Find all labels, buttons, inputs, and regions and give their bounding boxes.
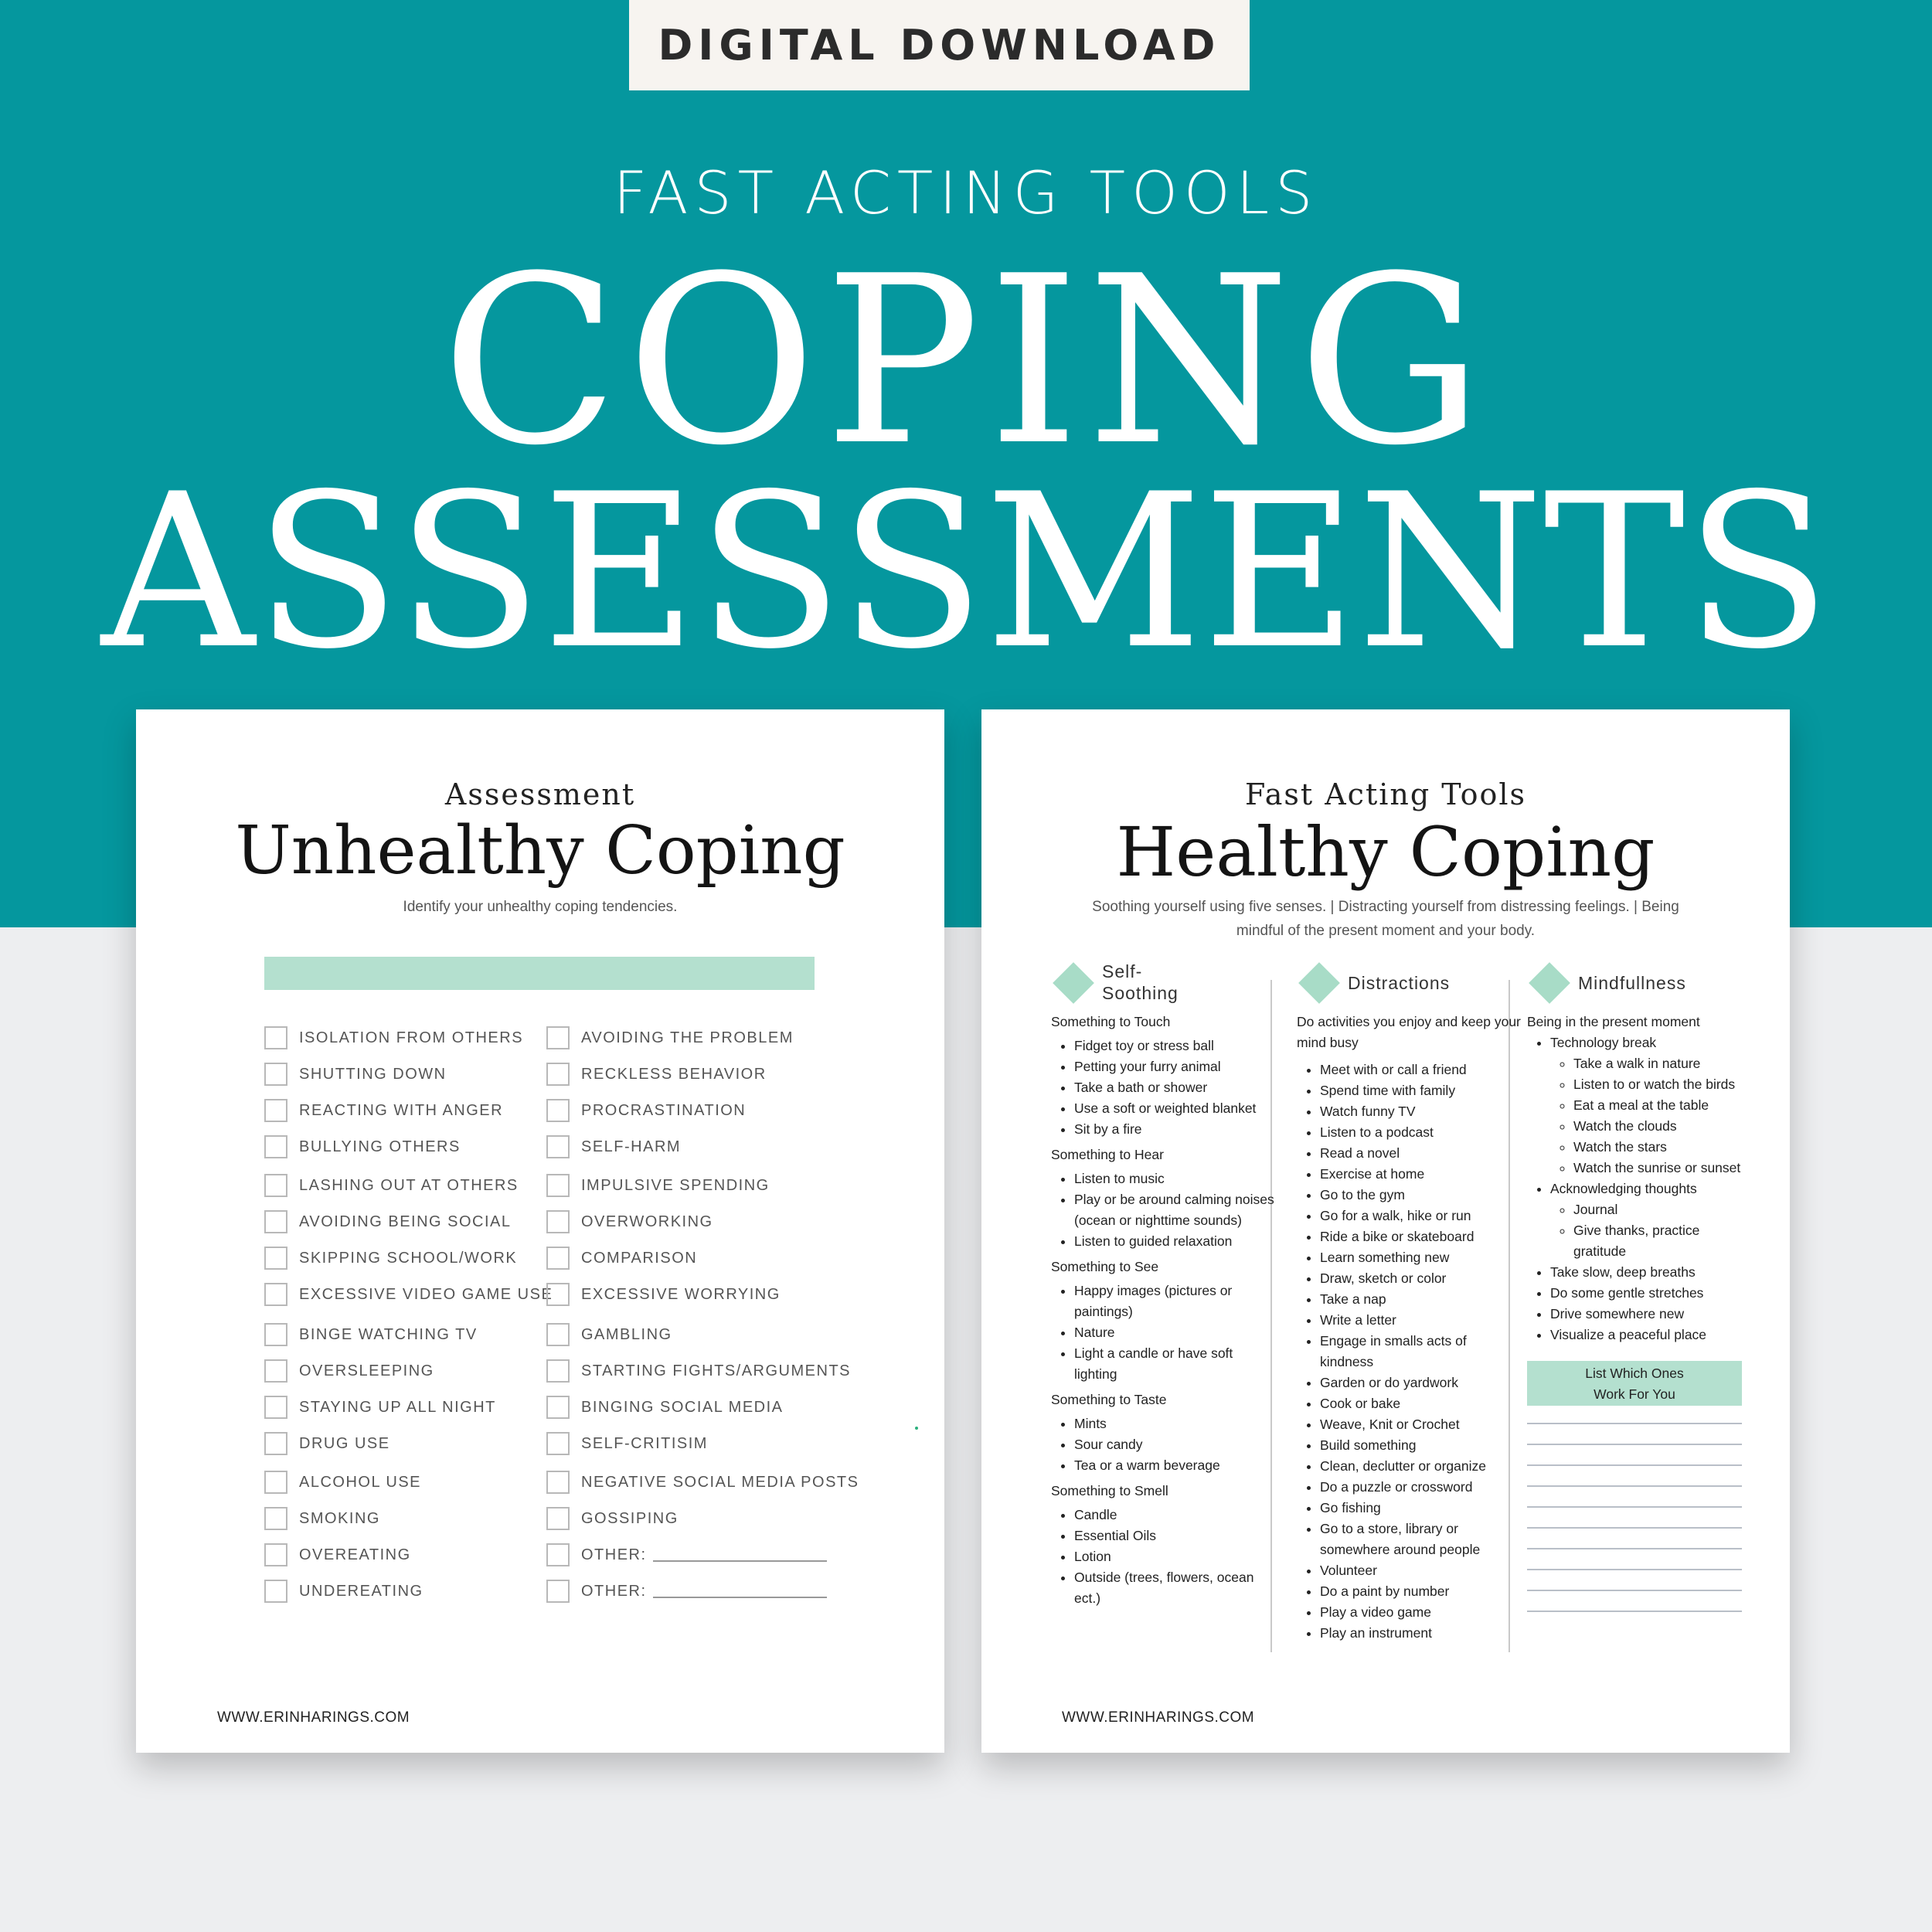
checklist-label: SMOKING [299, 1509, 380, 1527]
sense-group-list [1051, 1281, 1275, 1385]
checklist-item[interactable] [546, 1471, 859, 1494]
checklist-label: GOSSIPING [581, 1509, 679, 1527]
checklist-label: OVERWORKING [581, 1213, 713, 1230]
checklist-item[interactable] [546, 1543, 827, 1566]
checklist-item[interactable] [264, 1396, 496, 1419]
sense-group-list [1051, 1413, 1275, 1476]
list-item: • Lotion [1074, 1546, 1275, 1567]
write-line[interactable] [1527, 1527, 1742, 1529]
sheet-footer-url: WWW.ERINHARINGS.COM [1062, 1709, 1255, 1726]
checklist-item[interactable] [264, 1247, 517, 1270]
sense-group-list [1051, 1505, 1275, 1609]
checkbox[interactable] [546, 1063, 570, 1086]
checkbox[interactable] [546, 1283, 570, 1306]
checklist-item[interactable] [546, 1283, 781, 1306]
checkbox[interactable] [264, 1543, 287, 1566]
sheet-kicker: Assessment [444, 777, 636, 811]
checklist-item[interactable] [546, 1359, 851, 1383]
header-title-line1: COPING [441, 226, 1491, 496]
list-item: • Use a soft or weighted blanket [1074, 1098, 1275, 1119]
list-item: • Ride a bike or skateboard [1320, 1226, 1521, 1247]
distractions-list [1297, 1060, 1521, 1644]
list-item: • Do some gentle stretches [1550, 1283, 1751, 1304]
sense-group-list [1051, 1036, 1275, 1140]
write-line[interactable] [1527, 1444, 1742, 1445]
list-item: • Listen to a podcast [1320, 1122, 1521, 1143]
mindfulness-list [1527, 1032, 1751, 1262]
checkbox[interactable] [264, 1247, 287, 1270]
checklist-label: OTHER: [581, 1546, 647, 1563]
header-title-line2: ASSESSMENTS [100, 448, 1831, 696]
list-item: • Take a bath or shower [1074, 1077, 1275, 1098]
diamond-icon [1053, 962, 1094, 1004]
list-item: • Fidget toy or stress ball [1074, 1036, 1275, 1056]
checklist-item[interactable] [264, 1283, 553, 1306]
list-item: • Exercise at home [1320, 1164, 1521, 1185]
decorative-dot [915, 1427, 918, 1430]
list-item: • Play an instrument [1320, 1623, 1521, 1644]
checkbox[interactable] [264, 1063, 287, 1086]
list-item: • Play or be around calming noises (ocean or nighttime sounds) [1074, 1189, 1275, 1231]
list-item: • Sour candy [1074, 1434, 1275, 1455]
checkbox[interactable] [264, 1323, 287, 1346]
checklist-label: COMPARISON [581, 1249, 698, 1267]
checkbox[interactable] [264, 1099, 287, 1122]
list-item: • Play a video game [1320, 1602, 1521, 1623]
unhealthy-coping-sheet [136, 709, 944, 1753]
write-lines [1527, 1423, 1751, 1612]
checklist-label: BINGE WATCHING TV [299, 1325, 478, 1343]
checklist-label: STAYING UP ALL NIGHT [299, 1398, 496, 1416]
list-item: • Candle [1074, 1505, 1275, 1526]
write-line[interactable] [1527, 1506, 1742, 1508]
checkbox[interactable] [546, 1135, 570, 1158]
diamond-icon [1298, 962, 1340, 1004]
self-soothing-column [1051, 961, 1275, 1609]
list-item: • Happy images (pictures or paintings) [1074, 1281, 1275, 1322]
checklist-item[interactable] [546, 1210, 713, 1233]
list-item [1550, 1032, 1751, 1179]
checklist-item[interactable] [264, 1323, 478, 1346]
checklist-label: SKIPPING SCHOOL/WORK [299, 1249, 518, 1267]
mindfulness-column [1527, 961, 1751, 1612]
checkbox[interactable] [264, 1580, 287, 1603]
sheet-description: Soothing yourself using five senses. | Distracting yourself from distressing feelings. | Being mindful of the present moment and your body. [1092, 899, 1679, 939]
checklist-item[interactable] [546, 1396, 784, 1419]
sense-group [1051, 1257, 1275, 1385]
list-item: ◦ Watch the sunrise or sunset [1573, 1158, 1751, 1179]
list-item: • Write a letter [1320, 1310, 1521, 1331]
checklist-item[interactable] [546, 1507, 679, 1530]
checklist-label: SELF-CRITISIM [581, 1434, 708, 1452]
checklist-label: BULLYING OTHERS [299, 1138, 461, 1155]
checklist-item[interactable] [264, 1210, 512, 1233]
sense-group-title: Something to Taste [1051, 1392, 1167, 1407]
checklist-item[interactable] [264, 1471, 421, 1494]
checklist-item[interactable] [546, 1174, 770, 1197]
list-item: ◦ Listen to or watch the birds [1573, 1074, 1751, 1095]
other-write-line[interactable] [653, 1584, 827, 1598]
checklist-label: UNDEREATING [299, 1582, 423, 1600]
checklist-label: EXCESSIVE VIDEO GAME USE [299, 1285, 553, 1303]
checklist-item[interactable] [546, 1135, 681, 1158]
checkbox[interactable] [264, 1210, 287, 1233]
checklist-item[interactable] [264, 1580, 423, 1603]
list-item: • Cook or bake [1320, 1393, 1521, 1414]
checklist-label: ISOLATION FROM OTHERS [299, 1029, 524, 1046]
checkbox[interactable] [264, 1507, 287, 1530]
checkbox[interactable] [546, 1580, 570, 1603]
list-item: • Take slow, deep breaths [1550, 1262, 1751, 1283]
sheet-kicker: Fast Acting Tools [1244, 777, 1527, 811]
write-line[interactable] [1527, 1548, 1742, 1549]
write-line[interactable] [1527, 1611, 1742, 1612]
checkbox[interactable] [264, 1283, 287, 1306]
list-item [1550, 1179, 1751, 1262]
checklist-item[interactable] [546, 1026, 794, 1049]
checklist-label: GAMBLING [581, 1325, 672, 1343]
list-item: ◦ Journal [1573, 1199, 1751, 1220]
write-line[interactable] [1527, 1485, 1742, 1487]
list-box-line2: Work For You [1594, 1386, 1675, 1402]
checklist-item[interactable] [264, 1432, 390, 1455]
checklist-label: AVOIDING BEING SOCIAL [299, 1213, 512, 1230]
checklist-label: SHUTTING DOWN [299, 1065, 447, 1083]
checkbox[interactable] [264, 1174, 287, 1197]
list-item: • Take a nap [1320, 1289, 1521, 1310]
sense-group [1051, 1481, 1275, 1609]
checkbox[interactable] [546, 1432, 570, 1455]
list-item: • Drive somewhere new [1550, 1304, 1751, 1325]
checklist-item[interactable] [264, 1359, 434, 1383]
checklist-label: LASHING OUT AT OTHERS [299, 1176, 519, 1194]
checklist-label: RECKLESS BEHAVIOR [581, 1065, 767, 1083]
list-item: • Go for a walk, hike or run [1320, 1206, 1521, 1226]
list-item: • Read a novel [1320, 1143, 1521, 1164]
distractions-column [1297, 961, 1521, 1644]
checklist-label: OTHER: [581, 1582, 647, 1600]
write-line[interactable] [1527, 1423, 1742, 1424]
checkbox[interactable] [546, 1247, 570, 1270]
checklist-item[interactable] [546, 1580, 827, 1603]
checklist-label: SELF-HARM [581, 1138, 682, 1155]
checklist-item[interactable] [264, 1507, 380, 1530]
mindfulness-other-list [1527, 1262, 1751, 1345]
list-item: • Watch funny TV [1320, 1101, 1521, 1122]
list-item: • Visualize a peaceful place [1550, 1325, 1751, 1345]
list-item: ◦ Give thanks, practice gratitude [1573, 1220, 1751, 1262]
checklist-item[interactable] [546, 1432, 708, 1455]
checklist-label: PROCRASTINATION [581, 1101, 747, 1119]
list-item: • Go to a store, library or somewhere around people [1320, 1519, 1521, 1560]
checkbox[interactable] [546, 1359, 570, 1383]
self-soothing-heading-line2: Soothing [1102, 983, 1179, 1003]
list-item: • Light a candle or have soft lighting [1074, 1343, 1275, 1385]
sense-group [1051, 1389, 1275, 1476]
checklist-item[interactable] [546, 1323, 672, 1346]
self-soothing-heading-line1: Self- [1102, 961, 1143, 981]
list-item: • Meet with or call a friend [1320, 1060, 1521, 1080]
list-item: ◦ Eat a meal at the table [1573, 1095, 1751, 1116]
write-line[interactable] [1527, 1590, 1742, 1591]
checklist-label: DRUG USE [299, 1434, 390, 1452]
list-item: • Volunteer [1320, 1560, 1521, 1581]
checkbox[interactable] [264, 1471, 287, 1494]
checklist-item[interactable] [264, 1174, 519, 1197]
list-item: • Sit by a fire [1074, 1119, 1275, 1140]
checklist-item[interactable] [546, 1099, 746, 1122]
list-item: • Tea or a warm beverage [1074, 1455, 1275, 1476]
list-item: • Go to the gym [1320, 1185, 1521, 1206]
sense-group-title: Something to Touch [1051, 1014, 1171, 1029]
checklist-item[interactable] [264, 1135, 461, 1158]
checklist-label: REACTING WITH ANGER [299, 1101, 504, 1119]
checklist-label: IMPULSIVE SPENDING [581, 1176, 770, 1194]
sense-group-title: Something to Hear [1051, 1147, 1164, 1162]
checklist-label: AVOIDING THE PROBLEM [581, 1029, 794, 1046]
list-item: • Spend time with family [1320, 1080, 1521, 1101]
checklist-label: ALCOHOL USE [299, 1473, 422, 1491]
self-soothing-groups [1051, 1012, 1275, 1609]
list-item: ◦ Watch the stars [1573, 1137, 1751, 1158]
list-item: • Essential Oils [1074, 1526, 1275, 1546]
list-item: ◦ Watch the clouds [1573, 1116, 1751, 1137]
checklist-label: EXCESSIVE WORRYING [581, 1285, 781, 1303]
sense-group [1051, 1145, 1275, 1252]
ack-label: Acknowledging thoughts [1550, 1181, 1697, 1196]
sense-group-title: Something to Smell [1051, 1483, 1168, 1498]
list-item: ◦ Take a walk in nature [1573, 1053, 1751, 1074]
list-item: • Garden or do yardwork [1320, 1372, 1521, 1393]
checklist-item[interactable] [264, 1063, 447, 1086]
mindfulness-intro: Being in the present moment [1527, 1014, 1700, 1029]
checkbox[interactable] [264, 1432, 287, 1455]
list-item: • Clean, declutter or organize [1320, 1456, 1521, 1477]
checkbox[interactable] [546, 1543, 570, 1566]
list-item: • Build something [1320, 1435, 1521, 1456]
checklist-label: OVEREATING [299, 1546, 411, 1563]
checkbox[interactable] [546, 1507, 570, 1530]
list-item: • Weave, Knit or Crochet [1320, 1414, 1521, 1435]
checkbox[interactable] [546, 1174, 570, 1197]
list-item: • Outside (trees, flowers, ocean ect.) [1074, 1567, 1275, 1609]
distractions-heading: Distractions [1348, 973, 1451, 993]
checkbox[interactable] [546, 1026, 570, 1049]
checklist-item[interactable] [264, 1543, 411, 1566]
checkbox[interactable] [264, 1135, 287, 1158]
diamond-icon [1529, 962, 1570, 1004]
checkbox[interactable] [546, 1099, 570, 1122]
sense-group [1051, 1012, 1275, 1140]
checkbox[interactable] [546, 1396, 570, 1419]
sheet-title: Unhealthy Coping [235, 812, 845, 889]
list-item: • Petting your furry animal [1074, 1056, 1275, 1077]
checklist-item[interactable] [264, 1099, 503, 1122]
checklist-item[interactable] [546, 1247, 697, 1270]
name-field-bar[interactable] [264, 957, 815, 990]
sense-group-title: Something to See [1051, 1259, 1159, 1274]
healthy-coping-sheet [981, 709, 1790, 1753]
distractions-intro: Do activities you enjoy and keep your mind busy [1297, 1014, 1521, 1050]
checklist-label: NEGATIVE SOCIAL MEDIA POSTS [581, 1473, 859, 1491]
tech-break-sublist [1550, 1053, 1751, 1179]
checklist-item[interactable] [546, 1063, 767, 1086]
sense-group-list [1051, 1168, 1275, 1252]
mindfulness-heading: Mindfullness [1578, 973, 1686, 993]
digital-download-badge: DIGITAL DOWNLOAD [629, 0, 1250, 90]
mindfulness-header [1527, 961, 1751, 1007]
checkbox[interactable] [546, 1471, 570, 1494]
other-write-line[interactable] [653, 1548, 827, 1562]
list-item: • Learn something new [1320, 1247, 1521, 1268]
list-which-ones-box [1527, 1361, 1742, 1406]
checkbox[interactable] [546, 1323, 570, 1346]
list-item: • Go fishing [1320, 1498, 1521, 1519]
list-item: • Listen to music [1074, 1168, 1275, 1189]
list-item: • Draw, sketch or color [1320, 1268, 1521, 1289]
checklist-label: OVERSLEEPING [299, 1362, 434, 1379]
checkbox[interactable] [264, 1026, 287, 1049]
list-item: • Engage in smalls acts of kindness [1320, 1331, 1521, 1372]
checklist-label: STARTING FIGHTS/ARGUMENTS [581, 1362, 851, 1379]
checklist-item[interactable] [264, 1026, 523, 1049]
list-item: • Listen to guided relaxation [1074, 1231, 1275, 1252]
header-subtitle: FAST ACTING TOOLS [613, 158, 1319, 227]
tech-break-label: Technology break [1550, 1035, 1657, 1050]
write-line[interactable] [1527, 1464, 1742, 1466]
write-line[interactable] [1527, 1569, 1742, 1570]
checkbox[interactable] [264, 1396, 287, 1419]
distractions-header [1297, 961, 1521, 1007]
ack-sublist [1550, 1199, 1751, 1262]
sheet-title: Healthy Coping [1116, 812, 1655, 892]
sheet-footer-url: WWW.ERINHARINGS.COM [217, 1709, 410, 1726]
list-item: • Do a puzzle or crossword [1320, 1477, 1521, 1498]
list-item: • Do a paint by number [1320, 1581, 1521, 1602]
list-box-line1: List Which Ones [1585, 1366, 1684, 1381]
checkbox[interactable] [264, 1359, 287, 1383]
checkbox[interactable] [546, 1210, 570, 1233]
sheet-description: Identify your unhealthy coping tendencies. [403, 899, 678, 915]
checklist-label: BINGING SOCIAL MEDIA [581, 1398, 784, 1416]
self-soothing-header [1051, 961, 1275, 1007]
list-item: • Mints [1074, 1413, 1275, 1434]
list-item: • Nature [1074, 1322, 1275, 1343]
